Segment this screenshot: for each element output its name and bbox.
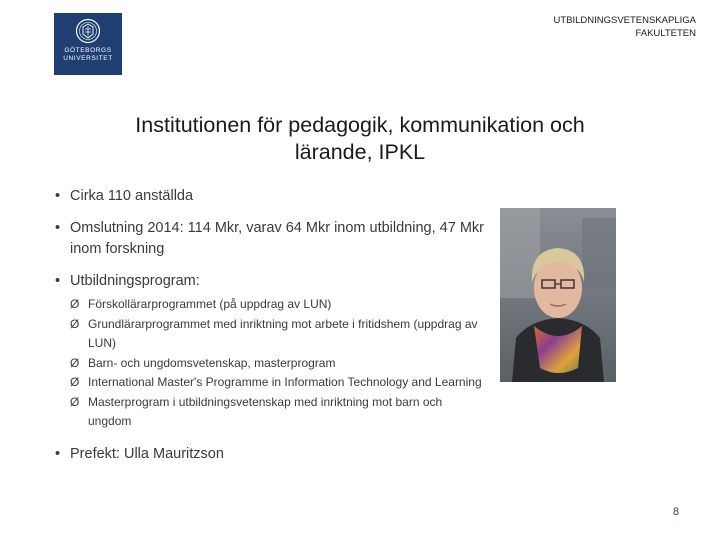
logo-text-line1: GÖTEBORGS	[64, 47, 112, 54]
faculty-name	[476, 14, 696, 40]
page-number: 8	[672, 506, 680, 518]
program-item: Ø Barn- och ungdomsvetenskap, masterprogram	[54, 354, 484, 374]
program-item: Ø International Master's Programme in Information Technology and Learning	[54, 373, 484, 393]
portrait-photo	[500, 208, 616, 382]
faculty-line2: FAKULTETEN	[635, 28, 696, 39]
program-list	[54, 295, 484, 432]
bullet-programs: • Utbildningsprogram:	[54, 271, 484, 292]
program-item: Ø Grundlärarprogrammet med inriktning mot arbete i fritidshem (uppdrag av LUN)	[54, 315, 484, 354]
program-item: Ø Masterprogram i utbildningsvetenskap med inriktning mot barn och ungdom	[54, 393, 484, 432]
bullet-head: • Prefekt: Ulla Mauritzson	[54, 444, 484, 465]
title-line1: Institutionen för pedagogik, kommunikation och	[135, 113, 585, 137]
title-line2: lärande, IPKL	[294, 140, 426, 164]
faculty-line1: UTBILDNINGSVETENSKAPLIGA	[553, 15, 696, 26]
bullet-turnover: • Omslutning 2014: 114 Mkr, varav 64 Mkr inom utbildning, 47 Mkr inom forskning	[54, 218, 484, 260]
bullet-staff: • Cirka 110 anställda	[54, 186, 484, 207]
university-logo	[54, 13, 122, 75]
logo-text-line2: UNIVERSITET	[63, 55, 113, 63]
university-seal-icon	[75, 18, 101, 44]
slide-content	[54, 186, 484, 476]
slide-title	[60, 112, 660, 166]
program-item: Ø Förskollärarprogrammet (på uppdrag av LUN)	[54, 295, 484, 315]
